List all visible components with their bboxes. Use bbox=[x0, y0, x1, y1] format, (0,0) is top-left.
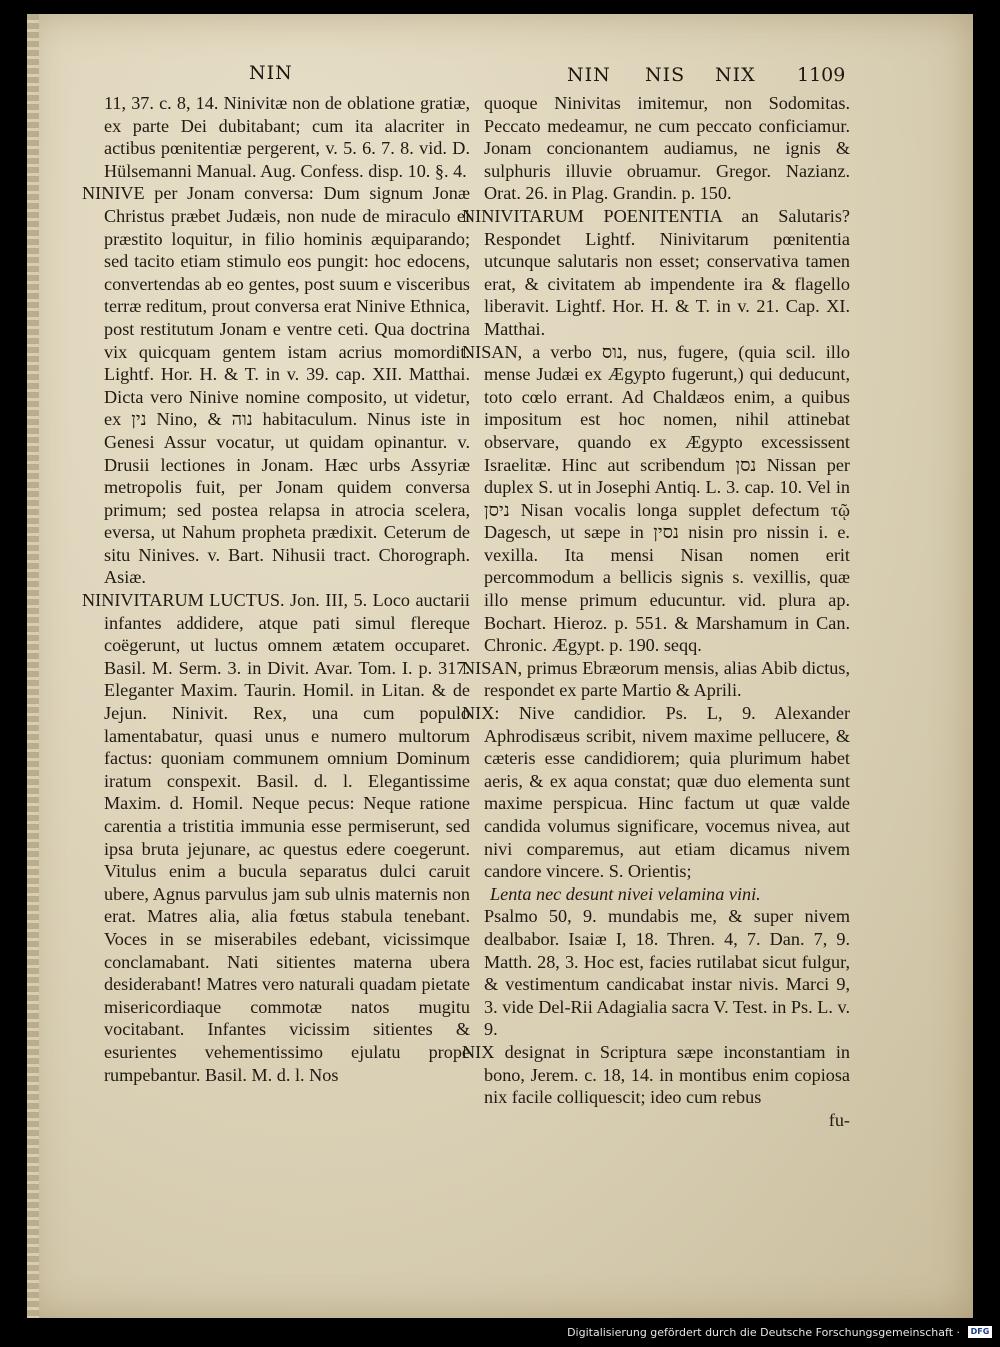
entry-nix-psalmo: Psalmo 50, 9. mundabis me, & super nivem dealbabor. Isaiæ I, 18. Thren. 4, 7. Dan. 7, 9. Matth. 28, 3. Hoc est, facies rutilabat sicut fulgur, & vestimentum candicabat instar nivis. Marci 9, 3. vide Del-Rii Adagialia sacra V. Test. in Ps. L. v. 9. bbox=[484, 906, 850, 1040]
entry-nisan-mensis: NISAN, primus Ebræorum mensis, alias Abib dictus, respondet ex parte Martio & Aprili. bbox=[462, 657, 850, 701]
left-column bbox=[82, 92, 470, 1086]
entry-nisan-verbo: NISAN, a verbo נוס, nus, fugere, (quia scil. illo mense Judæi ex Ægypto fugerunt,) qui deducunt, toto cœlo errant. Ad Chaldæos enim, a quibus impositum est hoc nomen, nihil attinebat observare, quando ex Ægypto excessissent Israelitæ. Hinc aut scribendum נסן Nissan per duplex S. ut in Josephi Antiq. L. 3. cap. 10. Vel in ניסן Nisan vocalis longa supplet defectum τῷ Dagesch, ut sæpe in נסין nisin pro nissin i. e. vexilla. Ita mensi Nisan nomen erit percommodum a bellicis signis s. vexillis, quæ illo mense primum educuntur. vid. plura ap. Bochart. Hieroz. p. 551. & Marshamum in Can. Chronic. Ægypt. p. 190. seqq. bbox=[462, 341, 851, 656]
book-page bbox=[27, 14, 973, 1318]
funding-notice: Digitalisierung gefördert durch die Deutsche Forschungsgemeinschaft · bbox=[567, 1326, 960, 1339]
entry-nix-candidior: NIX: Nive candidior. Ps. L, 9. Alexander Aphrodisæus scribit, nivem maxime pellucere, & cæteris esse candidiorem; quia plurimum habet aeris, & ex aqua constat; quæ duo elementa sunt maxime perspicua. Hinc factum ut quæ valde candida volumus significare, vocemus nivea, aut nivi comparemus, aut etiam dicamus nivem candore vincere. S. Orientis; bbox=[462, 703, 850, 882]
running-head-right-1: NIN bbox=[567, 64, 611, 86]
right-column bbox=[462, 92, 850, 1131]
catchword: fu- bbox=[828, 1109, 850, 1130]
entry-ninive: NINIVE per Jonam conversa: Dum signum Jonæ Christus præbet Judæis, non nude de miraculo ei præstito loquitur, in filio hominis æquiparando; sed tacito etiam stimulo eos pungit: hoc edocens, convertendas ab eo gentes, post suum e visceribus terræ reditum, prout conversa erat Ninive Ethnica, post restitutum Jonam e ventre ceti. Qua doctrina vix quicquam gentem istam acrius momordit. Lightf. Hor. H. & T. in v. 39. cap. XII. Matthai. Dicta vero Ninive nomine composito, ut videtur, ex נין Nino, & נוה habitaculum. Ninus iste in Genesi Assur vocatur, ut quidam opinantur. v. Drusii lectiones in Jonam. Hæc urbs Assyriæ metropolis fuit, per Jonam quidem conversa primum; sed postea relapsa in atrocia scelera, eversa, ut Nahum propheta prædixit. Ceterum de situ Ninives. v. Bart. Nihusii tract. Chorograph. Asiæ. bbox=[82, 183, 470, 588]
dfg-logo-icon: DFG bbox=[968, 1326, 992, 1338]
entry-continuation: quoque Ninivitas imitemur, non Sodomitas. Peccato medeamur, ne cum peccato conficiamur. Jonam concionantem audiamus, ne ignis & sulphuris illuvie obruamur. Gregor. Nazianz. Orat. 26. in Plag. Grandin. p. 150. bbox=[484, 93, 850, 204]
entry-ninivitarum-poenitentia: NINIVITARUM POENITENTIA an Salutaris? Respondet Lightf. Ninivitarum pœnitentia utcunque salutaris non esset; conservativa tamen erat, & civitatem ab impendente ira & flagello liberavit. Lightf. Hor. H. & T. in v. 21. Cap. XI. Matthai. bbox=[462, 205, 850, 339]
running-head-right-3: NIX bbox=[715, 64, 756, 86]
footer-bar bbox=[0, 1318, 1000, 1347]
verse-quote: Lenta nec desunt nivei velamina vini. bbox=[490, 883, 761, 904]
entry-ninivitarum-luctus: NINIVITARUM LUCTUS. Jon. III, 5. Loco auctarii infantes addidere, atque pati simul flereque coëgerunt, ut luctus omnem ætatem occuparet. Basil. M. Serm. 3. in Divit. Avar. Tom. I. p. 317. Eleganter Maxim. Taurin. Homil. in Litan. & de Jejun. Ninivit. Rex, una cum populo lamentabatur, quasi unus e numero multorum factus: quoniam communem omnium Dominum iratum conspexit. Basil. d. l. Elegantissime Maxim. d. Homil. Neque pecus: Neque ratione carentia a tristitia immunia esse permiserunt, sed ipsa bruta jejunare, ac questus edere coegerunt. Vitulus enim a bucula separatus dulci caruit ubere, Agnus parvulus jam sub ulnis maternis non erat. Matres alia, alia fœtus stabula tenebant. Voces in se miserabiles edebant, vicissimque conclamabant. Nati sitientes materna ubera desiderabant! Matres vero naturali quadam pietate misericordiaque commotæ natos mugitu vocitabant. Infantes vicissim sitientes & esurientes vehementissimo ejulatu prope rumpebantur. Basil. M. d. l. Nos bbox=[82, 590, 470, 1085]
running-head-right-2: NIS bbox=[645, 64, 686, 86]
entry-nix-designat: NIX designat in Scriptura sæpe inconstantiam in bono, Jerem. c. 18, 14. in montibus enim copiosa nix facile colliquescit; ideo cum rebus bbox=[462, 1041, 850, 1108]
entry-continuation: 11, 37. c. 8, 14. Ninivitæ non de oblatione gratiæ, ex parte Dei dubitabant; cum ita alacriter in actibus pœnitentiæ pergerent, v. 5. 6. 7. 8. vid. D. Hülsemanni Manual. Aug. Confess. disp. 10. §. 4. bbox=[104, 93, 470, 181]
running-head-left: NIN bbox=[249, 62, 293, 84]
page-number: 1109 bbox=[797, 64, 846, 86]
page-binding-edge bbox=[27, 14, 39, 1318]
